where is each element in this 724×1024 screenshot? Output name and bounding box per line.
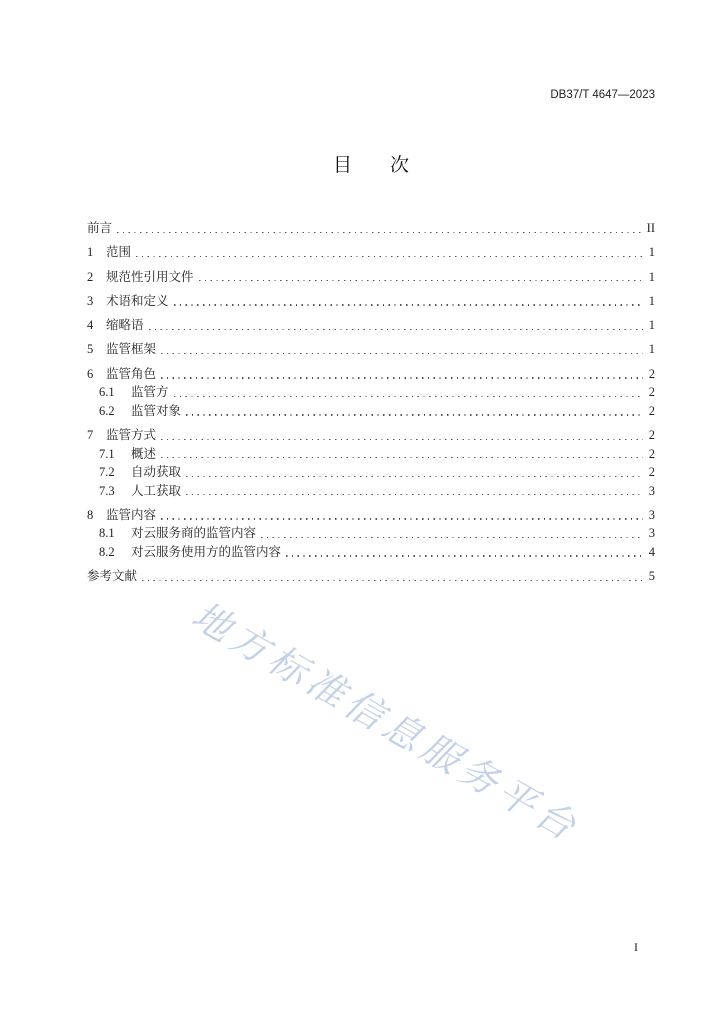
toc-entry-overview[interactable] <box>87 445 655 464</box>
toc-entry-manual-acquisition[interactable] <box>87 482 655 501</box>
dot-leader <box>117 232 641 233</box>
toc-entry-number: 6 <box>87 366 94 381</box>
toc-entry-terms-and-definitions[interactable] <box>87 292 655 311</box>
dot-leader <box>186 476 643 477</box>
toc-entry-label: 监管内容 <box>106 507 157 522</box>
dot-leader <box>174 396 643 397</box>
toc-entry-label: 范围 <box>106 245 132 260</box>
toc-entry-label: 监管对象 <box>131 403 182 418</box>
toc-entry-label: 规范性引用文件 <box>106 269 194 284</box>
watermark: 地方标准信息服务平台 <box>184 592 588 852</box>
dot-leader <box>186 414 643 415</box>
toc-entry-page: 5 <box>648 569 655 584</box>
toc-entry-page: 1 <box>648 293 655 308</box>
toc-entry-page: 2 <box>648 385 655 400</box>
toc-entry-label: 监管方式 <box>106 428 157 443</box>
dot-leader <box>142 580 643 581</box>
toc-entry-number: 6.1 <box>99 385 115 400</box>
toc-entry-page: 2 <box>648 446 655 461</box>
toc-entry-page: 1 <box>648 318 655 333</box>
toc-entry-page: 1 <box>648 342 655 357</box>
dot-leader <box>174 304 643 305</box>
toc-entry-label: 概述 <box>131 446 157 461</box>
toc-entry-abbreviations[interactable] <box>87 316 655 335</box>
toc-entry-number: 8 <box>87 507 94 522</box>
toc-entry-page: 3 <box>648 526 655 541</box>
toc-entry-supervisor[interactable] <box>87 383 655 402</box>
toc-entry-label: 自动获取 <box>131 465 182 480</box>
toc-entry-page: 2 <box>648 403 655 418</box>
toc-entry-normative-references[interactable] <box>87 268 655 287</box>
toc-entry-supervision-methods[interactable] <box>87 426 655 445</box>
dot-leader <box>161 518 643 519</box>
document-code: DB37/T 4647—2023 <box>550 89 655 101</box>
dot-leader <box>186 494 643 495</box>
toc-entry-number: 7.2 <box>99 465 115 480</box>
toc-entry-bibliography[interactable] <box>87 567 655 586</box>
toc-entry-page: 2 <box>648 465 655 480</box>
dot-leader <box>161 457 643 458</box>
toc-entry-number: 7.3 <box>99 483 115 498</box>
toc-entry-label: 对云服务使用方的监管内容 <box>131 544 282 559</box>
toc-entry-page: 3 <box>648 507 655 522</box>
dot-leader <box>286 555 643 556</box>
toc-entry-supervision-roles[interactable] <box>87 365 655 384</box>
table-of-contents <box>87 219 655 586</box>
toc-entry-label: 对云服务商的监管内容 <box>131 526 257 541</box>
toc-entry-number: 8.1 <box>99 526 115 541</box>
dot-leader <box>161 377 643 378</box>
toc-entry-label: 监管框架 <box>106 342 157 357</box>
toc-entry-label: 参考文献 <box>87 569 138 584</box>
toc-entry-label: 监管角色 <box>106 366 157 381</box>
toc-entry-page: 3 <box>648 483 655 498</box>
toc-entry-supervision-content[interactable] <box>87 506 655 525</box>
dot-leader <box>161 439 643 440</box>
toc-entry-number: 7.1 <box>99 446 115 461</box>
toc-entry-foreword[interactable] <box>87 219 655 238</box>
dot-leader <box>199 280 643 281</box>
toc-entry-label: 术语和定义 <box>106 293 169 308</box>
toc-entry-page: 4 <box>648 544 655 559</box>
toc-entry-number: 2 <box>87 269 94 284</box>
toc-entry-number: 5 <box>87 342 94 357</box>
toc-entry-number: 1 <box>87 245 94 260</box>
toc-entry-cloud-provider-content[interactable] <box>87 524 655 543</box>
toc-entry-number: 4 <box>87 318 94 333</box>
toc-entry-number: 8.2 <box>99 544 115 559</box>
dot-leader <box>261 537 643 538</box>
toc-entry-page: II <box>646 221 655 235</box>
toc-entry-supervised-objects[interactable] <box>87 402 655 421</box>
toc-entry-cloud-user-content[interactable] <box>87 543 655 562</box>
toc-entry-number: 3 <box>87 293 94 308</box>
toc-entry-number: 6.2 <box>99 403 115 418</box>
toc-entry-label: 前言 <box>87 221 113 235</box>
footer-page-number: I <box>634 940 638 954</box>
toc-entry-scope[interactable] <box>87 243 655 262</box>
dot-leader <box>161 353 643 354</box>
toc-entry-page: 2 <box>648 428 655 443</box>
dot-leader <box>149 329 643 330</box>
dot-leader <box>136 256 643 257</box>
toc-entry-page: 1 <box>648 245 655 260</box>
toc-entry-number: 7 <box>87 428 94 443</box>
toc-entry-page: 2 <box>648 366 655 381</box>
page-title: 目 次 <box>332 154 409 176</box>
toc-entry-page: 1 <box>648 269 655 284</box>
toc-entry-supervision-framework[interactable] <box>87 340 655 359</box>
toc-entry-label: 人工获取 <box>131 483 182 498</box>
toc-entry-label: 缩略语 <box>106 318 144 333</box>
toc-entry-automatic-acquisition[interactable] <box>87 463 655 482</box>
toc-entry-label: 监管方 <box>131 385 169 400</box>
